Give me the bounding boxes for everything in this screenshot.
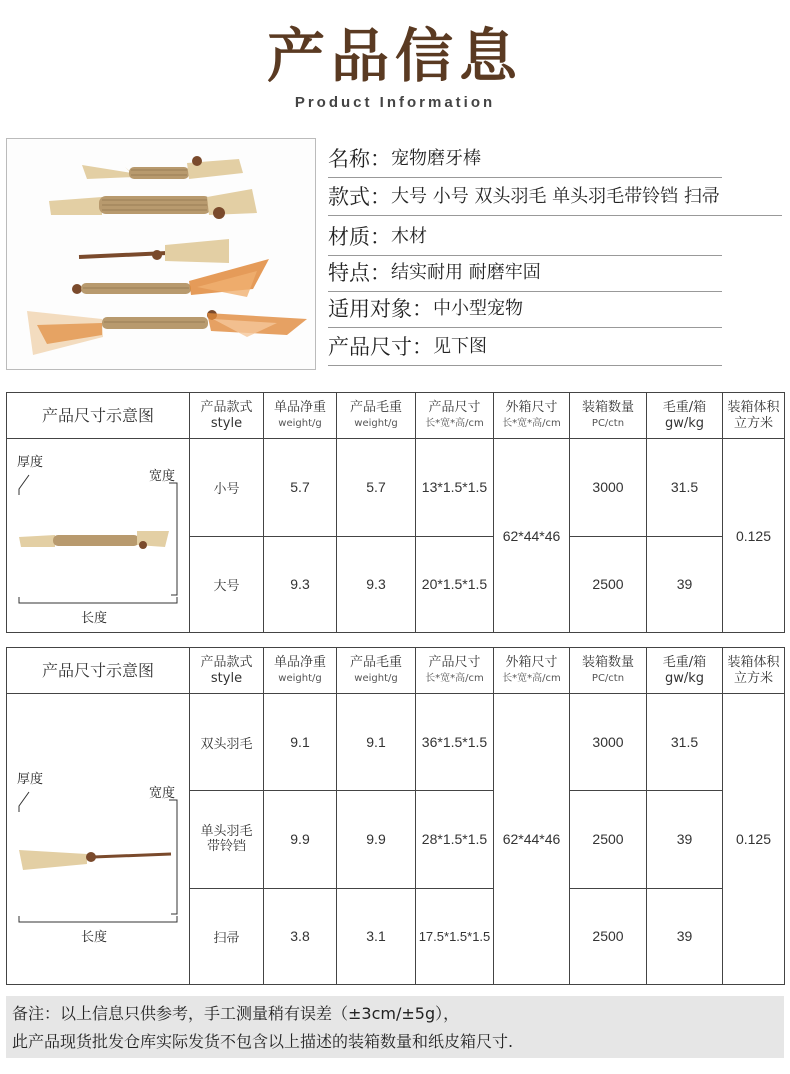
cell-gw: 39 bbox=[647, 888, 723, 984]
header-style bbox=[190, 393, 264, 439]
info-value: 宠物磨牙棒 bbox=[391, 148, 481, 169]
info-row-material bbox=[328, 220, 722, 256]
thickness-label: 厚度 bbox=[17, 772, 44, 787]
broom-diagram bbox=[7, 694, 190, 984]
info-key: 材质： bbox=[328, 225, 391, 249]
size-table-2 bbox=[6, 647, 785, 985]
header-label: 产品尺寸 bbox=[428, 399, 481, 415]
cell-style: 双头羽毛 bbox=[190, 694, 264, 791]
cell-gross: 9.1 bbox=[337, 694, 416, 791]
header-volume bbox=[723, 648, 785, 694]
header-gross-weight bbox=[337, 648, 416, 694]
info-value: 结实耐用 耐磨牢固 bbox=[391, 262, 541, 283]
header-sublabel: weight/g bbox=[354, 672, 398, 684]
header-gross-weight bbox=[337, 393, 416, 439]
cell-size: 13*1.5*1.5 bbox=[416, 439, 494, 537]
header-sublabel: 长*宽*高/cm bbox=[502, 672, 561, 684]
product-sticks-image bbox=[7, 139, 316, 370]
cell-gross: 3.1 bbox=[337, 888, 416, 984]
table-row bbox=[7, 694, 785, 791]
header-sublabel: 长*宽*高/cm bbox=[425, 417, 484, 429]
cell-size: 20*1.5*1.5 bbox=[416, 536, 494, 633]
header-label: 产品毛重 bbox=[349, 399, 402, 415]
header-style bbox=[190, 648, 264, 694]
header-diagram: 产品尺寸示意图 bbox=[7, 648, 190, 694]
length-label: 长度 bbox=[81, 930, 108, 945]
cell-qty: 2500 bbox=[570, 791, 647, 888]
header-volume bbox=[723, 393, 785, 439]
header-qty bbox=[570, 393, 647, 439]
note-line-2: 此产品现货批发仓库实际发货不包含以上描述的装箱数量和纸皮箱尺寸. bbox=[12, 1032, 514, 1051]
size-diagram-2 bbox=[7, 694, 190, 985]
header-sublabel: 立方米 bbox=[733, 415, 773, 431]
size-table-1 bbox=[6, 392, 785, 633]
header-sublabel: weight/g bbox=[278, 672, 322, 684]
header-carton-size bbox=[494, 393, 570, 439]
cell-net: 5.7 bbox=[264, 439, 337, 537]
cell-qty: 3000 bbox=[570, 694, 647, 791]
header-label: 产品款式 bbox=[200, 654, 253, 670]
header-label: 产品款式 bbox=[200, 399, 253, 415]
header-label: 产品毛重 bbox=[349, 654, 402, 670]
info-value: 大号 小号 双头羽毛 单头羽毛带铃铛 扫帚 bbox=[391, 186, 720, 207]
length-label: 长度 bbox=[81, 611, 108, 626]
header-label: 产品尺寸 bbox=[428, 654, 481, 670]
cell-carton-size: 62*44*46 bbox=[494, 439, 570, 633]
info-value: 木材 bbox=[391, 226, 427, 247]
info-key: 款式： bbox=[328, 185, 391, 209]
header-label: 外箱尺寸 bbox=[505, 654, 558, 670]
header-sublabel: style bbox=[210, 415, 243, 431]
cell-net: 9.1 bbox=[264, 694, 337, 791]
info-key: 特点： bbox=[328, 261, 391, 285]
cell-net: 9.3 bbox=[264, 536, 337, 633]
info-key: 名称： bbox=[328, 147, 391, 171]
header-qty bbox=[570, 648, 647, 694]
header-size bbox=[416, 393, 494, 439]
note-line-1: 备注：以上信息只供参考，手工测量稍有误差（±3cm/±5g）， bbox=[12, 1004, 460, 1023]
cell-style: 大号 bbox=[190, 536, 264, 633]
cell-qty: 2500 bbox=[570, 536, 647, 633]
info-row-style bbox=[328, 180, 782, 216]
cell-gw: 39 bbox=[647, 791, 723, 888]
cell-volume: 0.125 bbox=[723, 439, 785, 633]
cell-style: 小号 bbox=[190, 439, 264, 537]
header-sublabel: 长*宽*高/cm bbox=[425, 672, 484, 684]
cell-size: 28*1.5*1.5 bbox=[416, 791, 494, 888]
header-label: 装箱体积 bbox=[727, 399, 780, 415]
cell-gw: 31.5 bbox=[647, 439, 723, 537]
cell-net: 3.8 bbox=[264, 888, 337, 984]
cell-style: 扫帚 bbox=[190, 888, 264, 984]
header-sublabel: 立方米 bbox=[733, 670, 773, 686]
header-sublabel: 长*宽*高/cm bbox=[502, 417, 561, 429]
stick-diagram bbox=[7, 439, 190, 632]
header-label: 装箱体积 bbox=[727, 654, 780, 670]
header-carton-size bbox=[494, 648, 570, 694]
info-row-target bbox=[328, 292, 722, 328]
header-label: 毛重/箱 bbox=[662, 399, 707, 415]
cell-gross: 9.3 bbox=[337, 536, 416, 633]
cell-gw: 39 bbox=[647, 536, 723, 633]
info-key: 产品尺寸： bbox=[328, 335, 433, 359]
cell-net: 9.9 bbox=[264, 791, 337, 888]
header-sublabel: weight/g bbox=[278, 417, 322, 429]
header-label: 单品净重 bbox=[273, 654, 326, 670]
header-net-weight bbox=[264, 648, 337, 694]
header-carton-weight bbox=[647, 393, 723, 439]
info-row-size bbox=[328, 330, 722, 366]
size-diagram-1 bbox=[7, 439, 190, 633]
header-sublabel: PC/ctn bbox=[591, 417, 625, 429]
cell-gw: 31.5 bbox=[647, 694, 723, 791]
info-value: 见下图 bbox=[433, 336, 487, 357]
table-header-row bbox=[7, 393, 785, 439]
header-sublabel: gw/kg bbox=[664, 415, 705, 431]
header-sublabel: gw/kg bbox=[664, 670, 705, 686]
note-box bbox=[6, 996, 784, 1058]
cell-gross: 5.7 bbox=[337, 439, 416, 537]
product-photo bbox=[6, 138, 316, 370]
header-label: 单品净重 bbox=[273, 399, 326, 415]
header-label: 装箱数量 bbox=[581, 654, 634, 670]
info-row-name bbox=[328, 142, 722, 178]
header-size bbox=[416, 648, 494, 694]
cell-qty: 2500 bbox=[570, 888, 647, 984]
header-label: 毛重/箱 bbox=[662, 654, 707, 670]
header-sublabel: PC/ctn bbox=[591, 672, 625, 684]
header-net-weight bbox=[264, 393, 337, 439]
info-value: 中小型宠物 bbox=[433, 298, 523, 319]
header-diagram: 产品尺寸示意图 bbox=[7, 393, 190, 439]
header-sublabel: style bbox=[210, 670, 243, 686]
cell-gross: 9.9 bbox=[337, 791, 416, 888]
info-row-feature bbox=[328, 256, 722, 292]
header-label: 装箱数量 bbox=[581, 399, 634, 415]
header-label: 外箱尺寸 bbox=[505, 399, 558, 415]
cell-qty: 3000 bbox=[570, 439, 647, 537]
cell-size: 36*1.5*1.5 bbox=[416, 694, 494, 791]
page-subtitle: Product Information bbox=[294, 94, 496, 111]
cell-volume: 0.125 bbox=[723, 694, 785, 985]
width-label: 宽度 bbox=[149, 469, 176, 484]
table-row bbox=[7, 439, 785, 537]
thickness-label: 厚度 bbox=[17, 455, 44, 470]
page-title: 产品信息 bbox=[266, 22, 523, 90]
header-sublabel: weight/g bbox=[354, 417, 398, 429]
header-carton-weight bbox=[647, 648, 723, 694]
cell-size: 17.5*1.5*1.5 bbox=[416, 888, 494, 984]
info-key: 适用对象： bbox=[328, 297, 433, 321]
cell-style: 单头羽毛带铃铛 bbox=[190, 791, 264, 888]
width-label: 宽度 bbox=[149, 786, 176, 801]
cell-carton-size: 62*44*46 bbox=[494, 694, 570, 985]
table-header-row bbox=[7, 648, 785, 694]
